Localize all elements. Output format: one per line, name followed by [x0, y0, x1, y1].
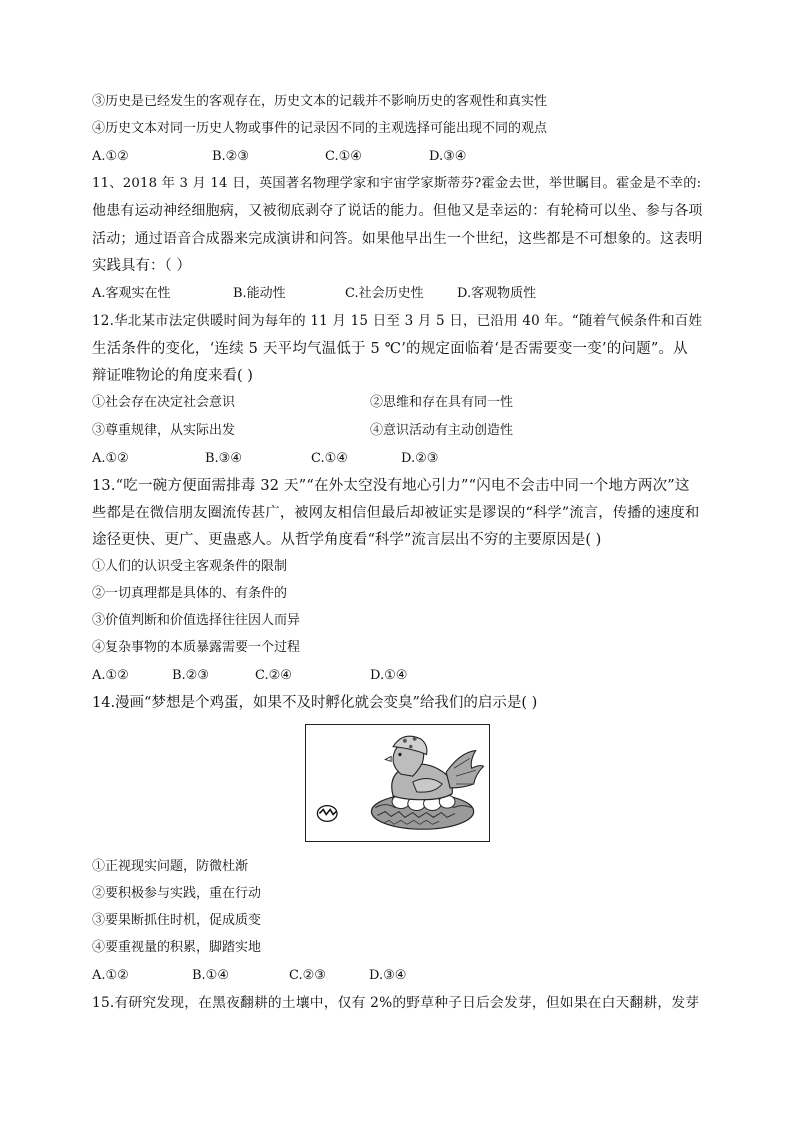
q14-option-a: A.①②: [92, 968, 129, 983]
q10-options: [92, 148, 704, 166]
q12-statement-1: ①社会存在决定社会意识: [92, 395, 236, 410]
q15-line-1: 15.有研究发现，在黑夜翻耕的土壤中，仅有 2%的野草种子日后会发芽，但如果在白天翻耕，发芽: [92, 995, 700, 1011]
q14-statement-2: ②要积极参与实践，重在行动: [92, 886, 262, 901]
q12-line-2: 生活条件的变化，‘连续 5 天平均气温低于 5 ℃’的规定面临着‘是否需要变一变’的问题”。从: [92, 341, 688, 357]
q12-option-d: D.②③: [401, 451, 439, 466]
q12-statement-4: ④意识活动有主动创造性: [370, 423, 514, 438]
q12-line-3: 辩证唯物论的角度来看( ): [92, 368, 253, 384]
q12-options: [92, 450, 704, 468]
q11-option-b: B.能动性: [233, 286, 286, 301]
q10-option-c: C.①④: [325, 149, 362, 164]
q13-option-d: D.①④: [370, 668, 408, 683]
q14-statement-1: ①正视现实问题，防微杜渐: [92, 859, 249, 874]
q10-option-a: A.①②: [92, 149, 129, 164]
q14-statement-4: ④要重视量的积累，脚踏实地: [92, 940, 262, 955]
q14-statement-3: ③要果断抓住时机，促成质变: [92, 913, 262, 928]
q11-option-d: D.客观物质性: [457, 286, 537, 301]
q13-line-2: 些都是在微信朋友圈流传甚广，被网友相信但最后却被证实是谬误的“科学”流言，传播的速度和: [92, 505, 700, 521]
q13-line-1: 13.“吃一碗方便面需排毒 32 天”“在外太空没有地心引力”“闪电不会击中同一个地方两次”这: [92, 478, 690, 494]
q11-line-1: 11、2018 年 3 月 14 日，英国著名物理学家和宇宙学家斯蒂芬?霍金去世，举世瞩目。霍金是不幸的:: [92, 176, 702, 191]
q11-option-c: C.社会历史性: [345, 286, 424, 301]
q11-options: [92, 285, 704, 303]
q11-line-2: 他患有运动神经细胞病，又被彻底剥夺了说话的能力。但他又是幸运的：有轮椅可以坐、参与各项: [92, 203, 703, 219]
q12-option-a: A.①②: [92, 451, 129, 466]
q13-option-a: A.①②: [92, 668, 129, 683]
q12-statement-2: ②思维和存在具有同一性: [370, 395, 514, 410]
q12-option-b: B.③④: [205, 451, 242, 466]
hen-egg-cartoon: [305, 724, 490, 842]
q14-line-1: 14.漫画“梦想是个鸡蛋，如果不及时孵化就会变臭”给我们的启示是( ): [92, 695, 538, 711]
q13-statement-2: ②一切真理都是具体的、有条件的: [92, 586, 288, 601]
q14-options: [92, 967, 704, 985]
q13-option-c: C.②④: [255, 668, 292, 683]
q10-option-d: D.③④: [429, 149, 467, 164]
hen-icon: [385, 736, 483, 800]
q14-option-c: C.②③: [289, 968, 326, 983]
q14-option-b: B.①④: [192, 968, 229, 983]
q13-line-3: 途径更快、更广、更蛊惑人。从哲学角度看“科学”流言层出不穷的主要原因是( ): [92, 532, 602, 548]
q13-statement-3: ③价值判断和价值选择往往因人而异: [92, 613, 301, 628]
q13-options: [92, 667, 704, 685]
q13-statement-4: ④复杂事物的本质暴露需要一个过程: [92, 640, 301, 655]
q11-line-4: 实践具有：（ ）: [92, 258, 191, 274]
cracked-egg-icon: [317, 806, 337, 822]
q13-statement-1: ①人们的认识受主客观条件的限制: [92, 559, 288, 574]
statement-4: ④历史文本对同一历史人物或事件的记录因不同的主观选择可能出现不同的观点: [92, 121, 548, 136]
q12-line-1: 12.华北某市法定供暖时间为每年的 11 月 15 日至 3 月 5 日，已沿用 40 年。“随着气候条件和百姓: [92, 313, 703, 329]
statement-3: ③历史是已经发生的客观存在，历史文本的记载并不影响历史的客观性和真实性: [92, 94, 548, 109]
q10-option-b: B.②③: [212, 149, 249, 164]
q13-option-b: B.②③: [172, 668, 209, 683]
q12-option-c: C.①④: [311, 451, 348, 466]
q14-option-d: D.③④: [369, 968, 407, 983]
q11-option-a: A.客观实在性: [92, 286, 171, 301]
q11-line-3: 活动；通过语音合成器来完成演讲和问答。如果他早出生一个世纪，这些都是不可想象的。这表明: [92, 231, 703, 247]
q12-statement-3: ③尊重规律，从实际出发: [92, 423, 236, 438]
